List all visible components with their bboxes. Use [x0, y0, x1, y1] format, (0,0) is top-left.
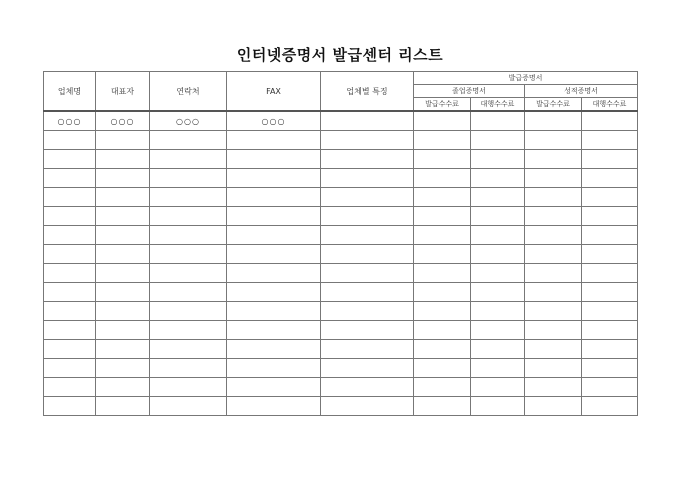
- table-cell: [150, 321, 227, 340]
- table-cell: [150, 283, 227, 302]
- table-cell: [414, 226, 471, 245]
- table-cell: [96, 188, 150, 207]
- table-cell: [321, 378, 414, 397]
- table-cell: [582, 131, 638, 150]
- table-cell: [227, 378, 321, 397]
- table-cell: [227, 359, 321, 378]
- table-cell: [96, 245, 150, 264]
- table-cell: [227, 150, 321, 169]
- table-cell: [44, 226, 96, 245]
- table-cell: [150, 131, 227, 150]
- table-cell: [227, 169, 321, 188]
- table-cell: [44, 397, 96, 416]
- table-cell: [227, 302, 321, 321]
- table-cell: [321, 245, 414, 264]
- table-cell: [150, 302, 227, 321]
- table-cell: ○○○: [227, 111, 321, 131]
- table-cell: [227, 321, 321, 340]
- table-cell: [321, 207, 414, 226]
- table-cell: [525, 397, 582, 416]
- table-cell: [44, 359, 96, 378]
- table-cell: [227, 397, 321, 416]
- table-cell: [471, 283, 525, 302]
- table-cell: [321, 264, 414, 283]
- table-cell: [96, 264, 150, 283]
- table-cell: [525, 131, 582, 150]
- page-title: 인터넷증명서 발급센터 리스트: [236, 46, 444, 64]
- table-cell: [414, 283, 471, 302]
- table-cell: [525, 378, 582, 397]
- table-cell: [414, 150, 471, 169]
- header-issue-group: 발급증명서: [414, 72, 638, 85]
- header-grades: 성적증명서: [525, 85, 638, 98]
- table-row: [44, 264, 638, 283]
- table-cell: [471, 150, 525, 169]
- table-cell: [582, 245, 638, 264]
- table-cell: [150, 264, 227, 283]
- table-cell: [227, 131, 321, 150]
- table-cell: [321, 283, 414, 302]
- table-cell: [414, 302, 471, 321]
- issuance-center-table: [43, 71, 638, 416]
- table-cell: [414, 397, 471, 416]
- table-cell: [582, 150, 638, 169]
- table-cell: [525, 150, 582, 169]
- table-header: [44, 72, 638, 112]
- table-cell: [227, 340, 321, 359]
- table-cell: [582, 321, 638, 340]
- table-cell: [44, 264, 96, 283]
- table-cell: [471, 321, 525, 340]
- table-row: [44, 188, 638, 207]
- table-cell: [96, 226, 150, 245]
- table-cell: [471, 245, 525, 264]
- header-grades-issue-fee: 발급수수료: [525, 98, 582, 112]
- table-cell: [96, 150, 150, 169]
- header-graduation: 졸업증명서: [414, 85, 525, 98]
- table-cell: [582, 359, 638, 378]
- table-cell: [525, 359, 582, 378]
- table-cell: [471, 131, 525, 150]
- table-cell: [227, 264, 321, 283]
- table-row: [44, 359, 638, 378]
- table-cell: ○○○: [44, 111, 96, 131]
- table-cell: [471, 188, 525, 207]
- table-cell: [227, 226, 321, 245]
- table-cell: [525, 111, 582, 131]
- table-cell: [525, 245, 582, 264]
- table-cell: [96, 283, 150, 302]
- table-cell: [471, 397, 525, 416]
- table-cell: ○○○: [150, 111, 227, 131]
- table-cell: [321, 131, 414, 150]
- table-cell: [525, 340, 582, 359]
- table-cell: [96, 321, 150, 340]
- table-cell: [471, 226, 525, 245]
- header-fax: FAX: [227, 72, 321, 112]
- table-cell: [582, 340, 638, 359]
- table-cell: [44, 188, 96, 207]
- table-cell: [150, 340, 227, 359]
- table-cell: [96, 131, 150, 150]
- table-cell: ○○○: [96, 111, 150, 131]
- table-row: [44, 302, 638, 321]
- header-ceo: 대표자: [96, 72, 150, 112]
- table-cell: [321, 226, 414, 245]
- table-row: [44, 397, 638, 416]
- table-cell: [150, 207, 227, 226]
- header-graduation-issue-fee: 발급수수료: [414, 98, 471, 112]
- table-cell: [321, 302, 414, 321]
- table-cell: [414, 111, 471, 131]
- table-cell: [96, 207, 150, 226]
- table-cell: [525, 302, 582, 321]
- table-cell: [321, 169, 414, 188]
- table-cell: [96, 397, 150, 416]
- table-cell: [582, 283, 638, 302]
- table-cell: [471, 340, 525, 359]
- table-cell: [471, 207, 525, 226]
- table-cell: [525, 207, 582, 226]
- table-row: [44, 111, 638, 131]
- table-cell: [582, 378, 638, 397]
- table-cell: [150, 359, 227, 378]
- table-cell: [227, 188, 321, 207]
- table-cell: [414, 188, 471, 207]
- table-cell: [321, 340, 414, 359]
- table-row: [44, 226, 638, 245]
- table-cell: [414, 378, 471, 397]
- table-cell: [414, 340, 471, 359]
- table-cell: [96, 340, 150, 359]
- table-cell: [150, 188, 227, 207]
- table-body: [44, 111, 638, 416]
- table-row: [44, 150, 638, 169]
- table-cell: [44, 378, 96, 397]
- table-cell: [44, 302, 96, 321]
- table-cell: [44, 207, 96, 226]
- table-cell: [582, 207, 638, 226]
- table-cell: [582, 397, 638, 416]
- table-cell: [44, 131, 96, 150]
- table-cell: [471, 359, 525, 378]
- table-cell: [471, 378, 525, 397]
- table-cell: [44, 321, 96, 340]
- table-cell: [150, 169, 227, 188]
- table-row: [44, 321, 638, 340]
- table-cell: [150, 397, 227, 416]
- table-cell: [44, 245, 96, 264]
- table-row: [44, 378, 638, 397]
- table-cell: [96, 359, 150, 378]
- table-cell: [321, 321, 414, 340]
- header-contact: 연락처: [150, 72, 227, 112]
- table-cell: [525, 283, 582, 302]
- table-cell: [321, 359, 414, 378]
- table-row: [44, 340, 638, 359]
- table-cell: [321, 150, 414, 169]
- header-grades-proxy-fee: 대행수수료: [582, 98, 638, 112]
- table-cell: [525, 188, 582, 207]
- table-cell: [96, 378, 150, 397]
- header-company: 업체명: [44, 72, 96, 112]
- table-cell: [582, 226, 638, 245]
- table-row: [44, 283, 638, 302]
- table-cell: [321, 397, 414, 416]
- table-cell: [321, 188, 414, 207]
- header-feature: 업체별 특징: [321, 72, 414, 112]
- table-cell: [150, 245, 227, 264]
- table-row: [44, 207, 638, 226]
- table-cell: [582, 302, 638, 321]
- table-cell: [525, 264, 582, 283]
- table-cell: [414, 169, 471, 188]
- table-cell: [44, 340, 96, 359]
- table-cell: [414, 359, 471, 378]
- table-row: [44, 245, 638, 264]
- table-cell: [150, 378, 227, 397]
- table-cell: [471, 169, 525, 188]
- table-cell: [525, 226, 582, 245]
- table-cell: [227, 283, 321, 302]
- table-cell: [44, 150, 96, 169]
- table-cell: [582, 188, 638, 207]
- table-cell: [227, 245, 321, 264]
- table-row: [44, 131, 638, 150]
- table-cell: [414, 321, 471, 340]
- table-cell: [414, 207, 471, 226]
- table-cell: [44, 283, 96, 302]
- table-cell: [525, 321, 582, 340]
- table-cell: [582, 169, 638, 188]
- table-cell: [227, 207, 321, 226]
- table-cell: [471, 264, 525, 283]
- table-cell: [414, 264, 471, 283]
- table-cell: [525, 169, 582, 188]
- table-cell: [96, 169, 150, 188]
- table-cell: [582, 264, 638, 283]
- table-cell: [44, 169, 96, 188]
- table-cell: [414, 131, 471, 150]
- table-cell: [96, 302, 150, 321]
- table-cell: [150, 150, 227, 169]
- table-cell: [471, 111, 525, 131]
- table-cell: [414, 245, 471, 264]
- table-row: [44, 169, 638, 188]
- table-cell: [582, 111, 638, 131]
- table-cell: [321, 111, 414, 131]
- table-cell: [150, 226, 227, 245]
- table-cell: [471, 302, 525, 321]
- header-graduation-proxy-fee: 대행수수료: [471, 98, 525, 112]
